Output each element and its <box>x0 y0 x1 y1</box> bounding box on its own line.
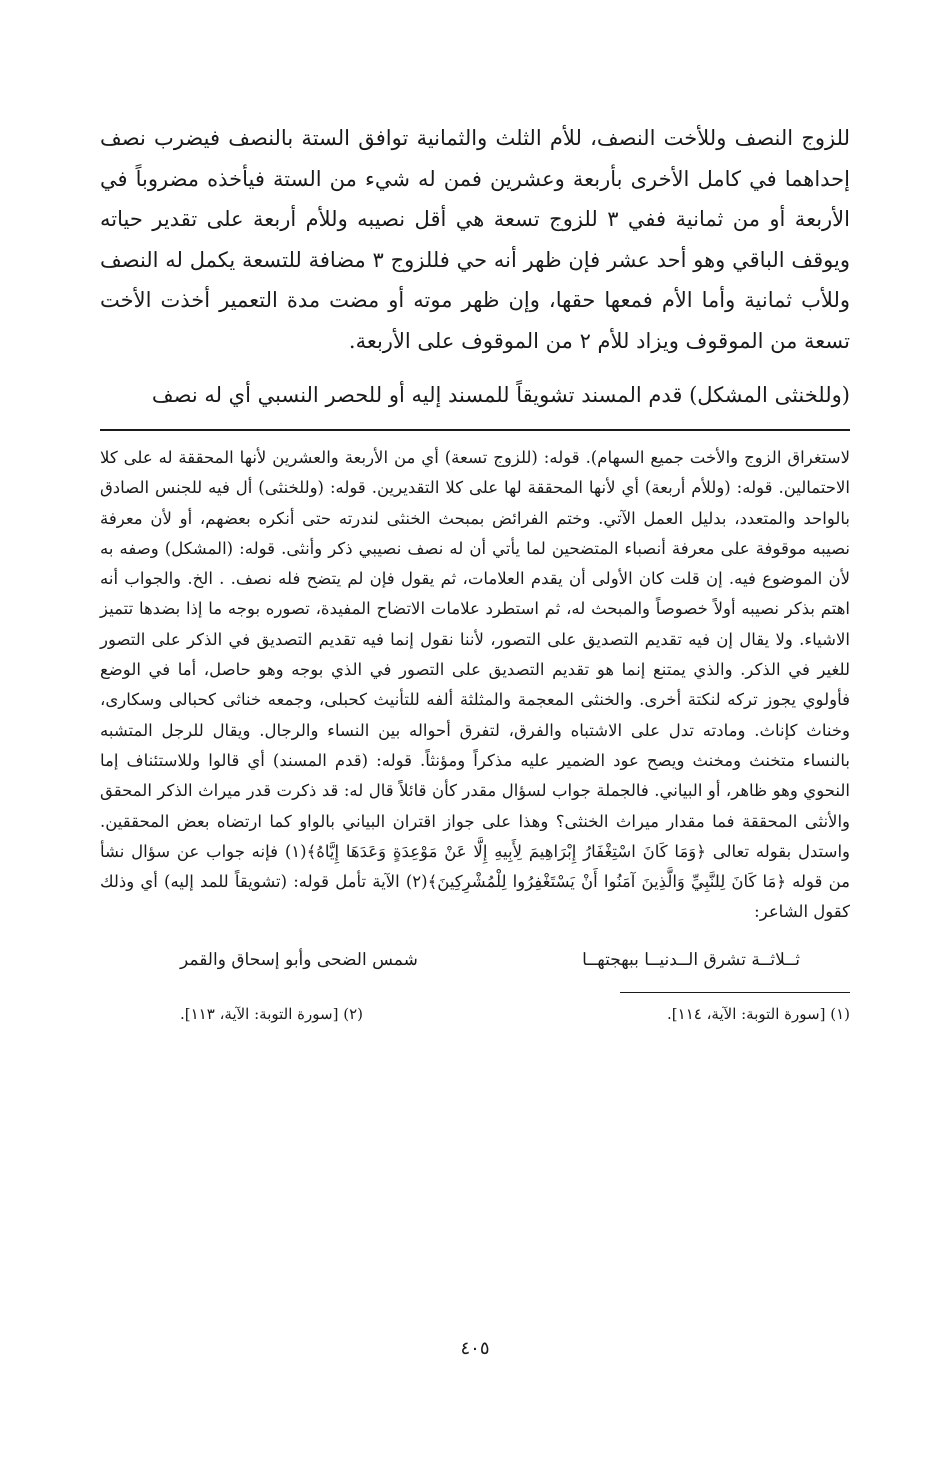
main-paragraph <box>100 118 850 361</box>
page-number: ٤٠٥ <box>460 1338 490 1359</box>
footnotes <box>100 1005 850 1023</box>
footnote-2: (٢) [سورة التوبة: الآية، ١١٣]. <box>180 1004 363 1023</box>
poem-second-hemistich: شمس الضحى وأبو إسحاق والقمر <box>180 949 418 970</box>
text-separator-line <box>100 429 850 431</box>
book-page <box>100 118 850 1023</box>
footnote-rule <box>620 992 850 993</box>
commentary-text: لاستغراق الزوج والأخت جميع السهام). قوله: (للزوج تسعة) أي من الأربعة والعشرين لأنها المحققة له على كلا الاحتمالين. قوله: (وللأم أربعة) أي لأنها المحققة لها على كلا التقديرين. قوله: (وللخنثى) أل فيه للجنس الصادق بالواحد والمتعدد، بدليل العمل الآتي. وختم الفرائض بمبحث الخنثى لندرته حتى أنكره بعضهم، أو لأن معرفة نصيبه موقوفة على معرفة أنصباء المتضحين لما يأتي أن له نصف نصيبي ذكر وأنثى. قوله: (المشكل) وصفه به لأن الموضوع فيه. إن قلت كان الأولى أن يقدم العلامات، ثم يقول فإن لم يتضح فله نصف. . الخ. والجواب أنه اهتم بذكر نصيبه أولاً خصوصاً والمبحث له، ثم استطرد علامات الاتضاح المفيدة، تصوره بوجه ما إذا بضدها تتميز الاشياء. ولا يقال إن فيه تقديم التصديق على التصور، لأننا نقول إنما فيه تقديم التصديق في الذكر على التصور للغير في الذكر. والذي يمتنع إنما هو تقديم التصديق على التصور في الذي بوجه وهو حاصل، أما في الوضع فأولوي يجوز تركه لنكتة أخرى. والخنثى المعجمة والمثلثة ألفه للتأنيث كحبلى، وجمعه خناثى كحبالى وسكارى، وخناث كإناث. ومادته تدل على الاشتباه والفرق، لتفرق أحواله بين النساء والرجال. ويقال للرجل المتشبه بالنساء متخنث ومخنث ويصح عود الضمير عليه مذكراً ومؤنثاً. قوله: (قدم المسند) أي قالوا وللاستئناف إما النحوي وهو ظاهر، أو البياني. فالجملة جواب لسؤال مقدر كأن قائلاً قال له: قد ذكرت قدر ميراث الذكر المحقق والأنثى المحققة فما مقدار ميراث الخنثى؟ وهذا على جواز اقتران البياني بالواو كما ارتضاه بعض المحققين. واستدل بقوله تعالى ﴿وَمَا كَانَ اسْتِغْفَارُ إِبْرَاهِيمَ لِأَبِيهِ إِلَّا عَنْ مَوْعِدَةٍ وَعَدَهَا إِيَّاهُ﴾(١) فإنه جواب عن سؤال نشأ من قوله ﴿مَا كَانَ لِلنَّبِيِّ وَالَّذِينَ آمَنُوا أَنْ يَسْتَغْفِرُوا لِلْمُشْرِكِينَ﴾(٢) الآية تأمل قوله: (تشويقاً للمد إليه) أي وذلك كقول الشاعر: <box>100 448 850 922</box>
main-paragraph-text: للزوج النصف وللأخت النصف، للأم الثلث والثمانية توافق الستة بالنصف فيضرب نصف إحداهما في كامل الأخرى بأربعة وعشرين فمن له شيء من الستة فيأخذه مضروباً في الأربعة أو من ثمانية ففي ٣ للزوج تسعة هي أقل نصيبه وللأم أربعة على تقدير حياته ويوقف الباقي وهو أحد عشر فإن ظهر أنه حي فللزوج ٣ مضافة للتسعة يكمل له النصف وللأب ثمانية وأما الأم فمعها حقها، وإن ظهر موته أو مضت مدة التعمير أخذت الأخت تسعة من الموقوف ويزاد للأم ٢ من الموقوف على الأربعة. <box>100 126 850 353</box>
footnote-1: (١) [سورة التوبة: الآية، ١١٤]. <box>667 1004 850 1023</box>
commentary-block <box>100 443 850 928</box>
poem-first-hemistich: ثــلاثــة تشرق الــدنيــا ببهجتهــا <box>582 949 800 970</box>
main-paragraph-rest: قدم المسند تشويقاً للمسند إليه أو للحصر النسبي أي له نصف <box>151 383 690 407</box>
main-paragraph-continued <box>100 375 850 415</box>
main-bold-heading: (وللخنثى المشكل) <box>689 383 850 407</box>
poem-verse <box>100 950 850 970</box>
